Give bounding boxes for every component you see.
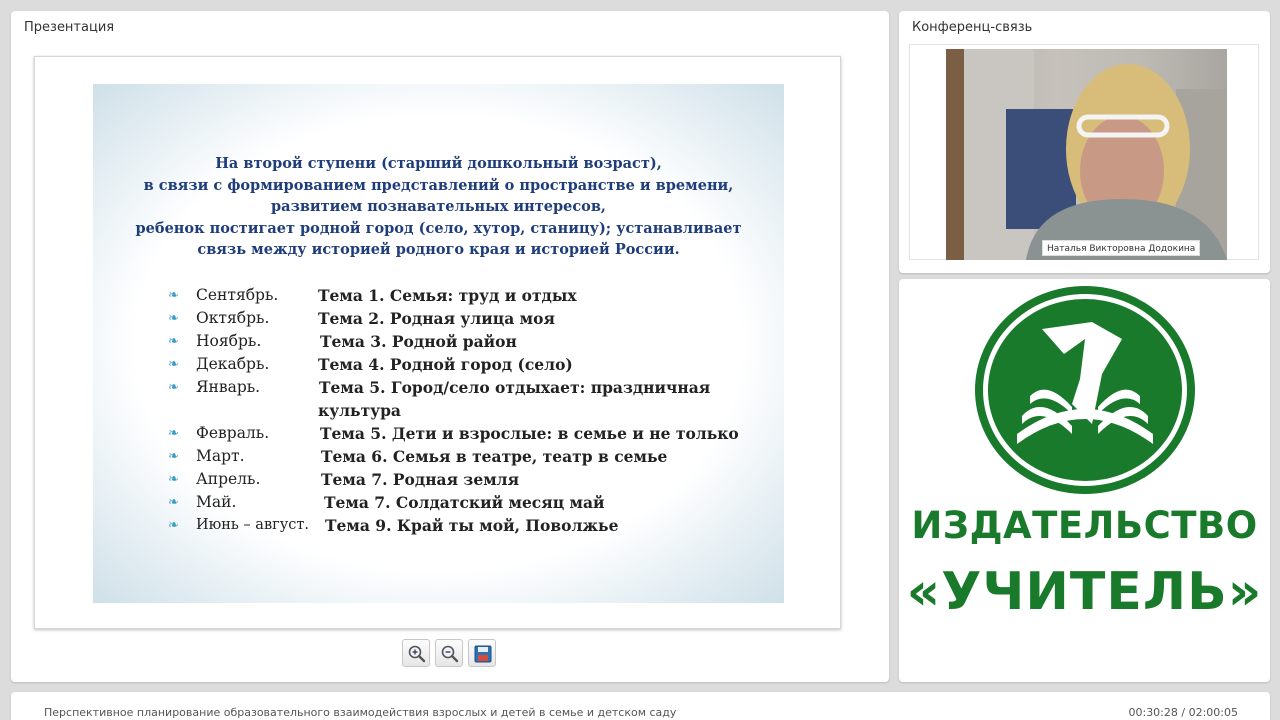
- schedule-month: Июнь – август.: [196, 517, 309, 533]
- schedule-item: [168, 491, 768, 514]
- schedule-month: Декабрь.: [196, 355, 270, 373]
- participant-name-label: Наталья Викторовна Додокина: [1042, 240, 1200, 256]
- bullet-icon: ❧: [168, 288, 179, 303]
- publisher-name-line1: ИЗДАТЕЛЬСТВО: [911, 504, 1258, 547]
- bullet-icon: ❧: [168, 311, 179, 326]
- intro-line: ребенок постигает родной город (село, хутор, станицу); устанавливает: [135, 219, 742, 237]
- conference-panel: [899, 11, 1270, 273]
- schedule-topic: Тема 5. Город/село отдыхает: праздничная: [319, 378, 711, 397]
- zoom-in-button[interactable]: [402, 639, 430, 667]
- video-container: [909, 44, 1259, 260]
- schedule-month: Ноябрь.: [196, 332, 262, 350]
- webcam-image: [946, 49, 1227, 260]
- schedule-month: Сентябрь.: [196, 286, 279, 304]
- schedule-item: [168, 330, 768, 353]
- schedule-item: [168, 445, 768, 468]
- slide-intro: [93, 153, 784, 261]
- intro-line: в связи с формированием представлений о пространстве и времени,: [143, 176, 734, 194]
- bullet-icon: ❧: [168, 518, 179, 533]
- floppy-disk-icon: [473, 644, 493, 664]
- schedule-item: [168, 307, 768, 330]
- publisher-panel: [899, 279, 1270, 682]
- presentation-title: Презентация: [24, 20, 115, 35]
- schedule-item: [168, 514, 768, 537]
- schedule-item: [168, 468, 768, 491]
- schedule-topic-continued: культура: [318, 401, 401, 420]
- schedule-month: Апрель.: [196, 470, 261, 488]
- schedule-list: [168, 284, 768, 537]
- schedule-month: Октябрь.: [196, 309, 270, 327]
- bullet-icon: ❧: [168, 334, 179, 349]
- schedule-topic: Тема 6. Семья в театре, театр в семье: [321, 447, 668, 466]
- zoom-in-icon: [407, 644, 427, 664]
- bullet-icon: ❧: [168, 472, 179, 487]
- schedule-item: [168, 284, 768, 307]
- save-button[interactable]: [468, 639, 496, 667]
- schedule-topic: Тема 2. Родная улица моя: [318, 309, 555, 328]
- schedule-topic: Тема 4. Родной город (село): [318, 355, 573, 374]
- schedule-topic: Тема 3. Родной район: [320, 332, 517, 351]
- bullet-icon: ❧: [168, 449, 179, 464]
- slide-viewer[interactable]: [34, 56, 841, 629]
- intro-line: развитием познавательных интересов,: [271, 198, 606, 215]
- schedule-topic: Тема 7. Солдатский месяц май: [324, 493, 605, 512]
- schedule-item: [168, 376, 768, 422]
- webinar-title: Перспективное планирование образовательного взаимодействия взрослых и детей в семье и детском саду: [44, 706, 677, 719]
- bullet-icon: ❧: [168, 495, 179, 510]
- conference-title: Конференц-связь: [912, 20, 1033, 35]
- schedule-month: Январь.: [196, 378, 261, 396]
- schedule-topic: Тема 5. Дети и взрослые: в семье и не только: [320, 424, 739, 443]
- bullet-icon: ❧: [168, 380, 179, 395]
- participant-video[interactable]: [946, 49, 1227, 260]
- schedule-month: Март.: [196, 447, 245, 465]
- bullet-icon: ❧: [168, 426, 179, 441]
- schedule-topic: Тема 7. Родная земля: [321, 470, 520, 489]
- schedule-item: [168, 353, 768, 376]
- schedule-month: Февраль.: [196, 424, 270, 442]
- bullet-icon: ❧: [168, 357, 179, 372]
- schedule-item: [168, 422, 768, 445]
- publisher-logo-icon: [972, 284, 1198, 496]
- intro-line: связь между историей родного края и историей России.: [197, 241, 680, 258]
- presentation-panel: [11, 11, 889, 682]
- schedule-month: Май.: [196, 493, 237, 511]
- schedule-topic: Тема 9. Край ты мой, Поволжье: [325, 516, 619, 535]
- playback-time: 00:30:28 / 02:00:05: [1128, 706, 1238, 719]
- zoom-out-button[interactable]: [435, 639, 463, 667]
- footer-bar: [11, 692, 1270, 720]
- zoom-out-icon: [440, 644, 460, 664]
- schedule-topic: Тема 1. Семья: труд и отдых: [318, 286, 577, 305]
- intro-line: На второй ступени (старший дошкольный возраст),: [215, 155, 662, 172]
- publisher-name-line2: «УЧИТЕЛЬ»: [906, 562, 1263, 622]
- slide-content: [93, 84, 784, 603]
